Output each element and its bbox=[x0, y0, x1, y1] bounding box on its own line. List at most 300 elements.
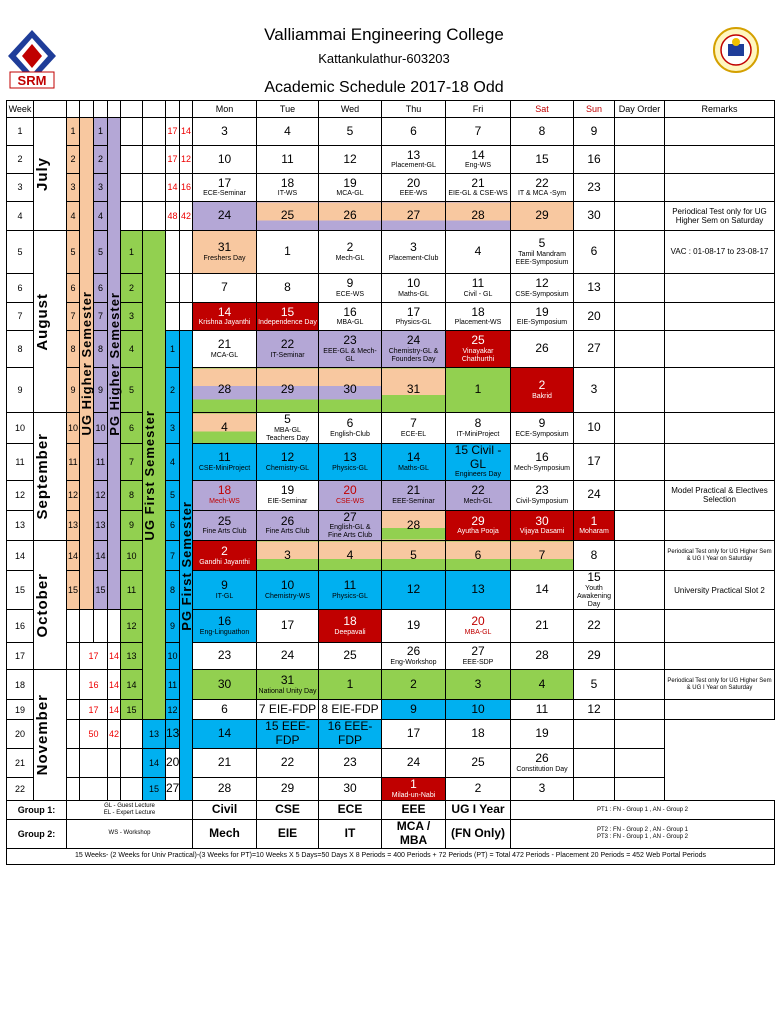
pg-first-week: 14 bbox=[143, 748, 166, 777]
day-cell: 1 Moharam bbox=[574, 510, 615, 541]
week-number: 20 bbox=[7, 720, 34, 749]
blank-cell bbox=[67, 720, 80, 749]
day-cell: 5 MBA-GL Teachers Day bbox=[257, 413, 319, 444]
ug-first-week: 9 bbox=[121, 510, 143, 541]
table-row bbox=[7, 231, 775, 274]
week-number: 7 bbox=[7, 303, 34, 331]
day-cell: 10 bbox=[193, 146, 257, 174]
remarks-cell bbox=[665, 118, 775, 146]
day-cell: 26 Fine Arts Club bbox=[257, 510, 319, 541]
day-cell: 7 ECE-EL bbox=[382, 413, 446, 444]
blank-cell bbox=[143, 118, 166, 146]
day-cell: 23 bbox=[193, 643, 257, 670]
day-cell: 22 IT & MCA -Sym bbox=[511, 174, 574, 202]
remarks-cell bbox=[665, 368, 775, 413]
day-order-cell bbox=[574, 748, 615, 777]
remarks-cell: VAC : 01-08-17 to 23-08-17 bbox=[665, 231, 775, 274]
day-cell: 15 bbox=[511, 146, 574, 174]
day-cell: 26 Constitution Day bbox=[511, 748, 574, 777]
week-number: 8 bbox=[7, 331, 34, 368]
day-cell: 24 Chemistry-GL & Founders Day bbox=[382, 331, 446, 368]
day-order-cell bbox=[615, 571, 665, 610]
group1-dept: ECE bbox=[319, 800, 382, 819]
pg-higher-week: 3 bbox=[94, 174, 108, 202]
day-cell: 3 bbox=[257, 541, 319, 571]
pt-legend: PT1 : FN - Group 1 , AN - Group 2 bbox=[511, 800, 775, 819]
day-cell: 19 bbox=[382, 610, 446, 643]
day-cell: 2 Bakrid bbox=[511, 368, 574, 413]
day-cell: 22 IT-Seminar bbox=[257, 331, 319, 368]
count-cell: 16 bbox=[180, 174, 193, 202]
month-label: November bbox=[34, 670, 67, 801]
day-cell: 13 Placement-GL bbox=[382, 146, 446, 174]
ug-higher-week: 5 bbox=[67, 231, 80, 274]
count-cell: 12 bbox=[180, 146, 193, 174]
blank-cell bbox=[121, 174, 143, 202]
ug-higher-week: 9 bbox=[67, 368, 80, 413]
group1-dept: UG I Year bbox=[446, 800, 511, 819]
day-cell: 31 National Unity Day bbox=[257, 670, 319, 700]
day-cell: 21 MCA-GL bbox=[193, 331, 257, 368]
table-row bbox=[7, 777, 775, 800]
day-cell: 14 Krishna Jayanthi bbox=[193, 303, 257, 331]
ug-higher-week: 8 bbox=[67, 331, 80, 368]
blank-cell bbox=[121, 748, 143, 777]
ug-first-week: 1 bbox=[121, 231, 143, 274]
blank-cell bbox=[67, 643, 80, 670]
day-cell: 2 bbox=[382, 670, 446, 700]
day-cell: 6 bbox=[574, 231, 615, 274]
day-cell: 29 Ayutha Pooja bbox=[446, 510, 511, 541]
college-location: Kattankulathur-603203 bbox=[318, 51, 450, 66]
week-number: 6 bbox=[7, 274, 34, 303]
week-number: 4 bbox=[7, 202, 34, 231]
day-cell: 3 Placement-Club bbox=[382, 231, 446, 274]
day-cell: 4 bbox=[193, 413, 257, 444]
day-cell: 19 bbox=[511, 720, 574, 749]
pg-higher-week: 14 bbox=[94, 541, 108, 571]
day-cell: 16 Eng-Linguathon bbox=[193, 610, 257, 643]
remarks-cell bbox=[665, 700, 775, 720]
day-order-cell bbox=[615, 174, 665, 202]
blank-cell bbox=[166, 303, 180, 331]
day-cell: 27 bbox=[166, 777, 180, 800]
table-row bbox=[7, 610, 775, 643]
pg-first-week: 3 bbox=[166, 413, 180, 444]
blank-cell bbox=[67, 748, 80, 777]
count-cell: 14 bbox=[180, 118, 193, 146]
day-cell: 16 Mech-Symposium bbox=[511, 443, 574, 480]
day-cell: 5 bbox=[574, 670, 615, 700]
day-cell: 20 MBA-GL bbox=[446, 610, 511, 643]
remarks-cell bbox=[665, 443, 775, 480]
ug-first-week: 15 bbox=[121, 700, 143, 720]
day-cell: 6 bbox=[446, 541, 511, 571]
day-cell: 11 Civil - GL bbox=[446, 274, 511, 303]
day-cell: 5 bbox=[319, 118, 382, 146]
blank-header bbox=[166, 101, 180, 118]
blank-cell bbox=[143, 146, 166, 174]
day-cell: 25 Vinayakar Chathurthi bbox=[446, 331, 511, 368]
table-row bbox=[7, 146, 775, 174]
day-cell: 30 bbox=[319, 777, 382, 800]
day-cell: 17 ECE-Seminar bbox=[193, 174, 257, 202]
count-cell: 42 bbox=[180, 202, 193, 231]
table-row bbox=[7, 571, 775, 610]
day-cell: 9 IT-GL bbox=[193, 571, 257, 610]
day-cell: 9 ECE-WS bbox=[319, 274, 382, 303]
month-label: July bbox=[34, 118, 67, 231]
pg-higher-week: 11 bbox=[94, 443, 108, 480]
day-cell: 4 bbox=[319, 541, 382, 571]
day-cell: 19 MCA-GL bbox=[319, 174, 382, 202]
week-number: 11 bbox=[7, 443, 34, 480]
footer-summary: 15 Weeks- (2 Weeks for Univ Practical)-(3 Weeks for PT)=10 Weeks X 5 Days=50 Days X 8 Periods = 400 Periods + 72 Periods (PT) = Total 472 Periods - Placement 20 Periods = 452 Web Portal Periods bbox=[7, 848, 775, 864]
day-cell: 2 bbox=[446, 777, 511, 800]
count-cell: 14 bbox=[166, 174, 180, 202]
blank-header bbox=[143, 101, 166, 118]
day-cell: 23 bbox=[319, 748, 382, 777]
day-cell: 7 bbox=[511, 541, 574, 571]
week-number: 14 bbox=[7, 541, 34, 571]
day-cell: 18 bbox=[446, 720, 511, 749]
remarks-cell bbox=[665, 413, 775, 444]
day-cell: 10 bbox=[446, 700, 511, 720]
ug-first-week: 10 bbox=[121, 541, 143, 571]
remarks-cell: Periodical Test only for UG Higher Sem & UG I Year on Saturday bbox=[665, 541, 775, 571]
day-cell: 7 EIE-FDP bbox=[257, 700, 319, 720]
day-order-cell bbox=[574, 720, 615, 749]
month-label: October bbox=[34, 541, 67, 670]
remarks-cell: Periodical Test only for UG Higher Sem & UG I Year on Saturday bbox=[665, 670, 775, 700]
blank-header bbox=[108, 101, 121, 118]
day-cell: 19 EIE-Symposium bbox=[511, 303, 574, 331]
week-number: 18 bbox=[7, 670, 34, 700]
remarks-cell bbox=[665, 274, 775, 303]
blank-header bbox=[121, 101, 143, 118]
day-cell: 9 bbox=[382, 700, 446, 720]
group2-dept: Mech bbox=[193, 819, 257, 848]
pg-first-week: 9 bbox=[166, 610, 180, 643]
day-cell: 25 bbox=[319, 643, 382, 670]
day-cell: 22 bbox=[257, 748, 319, 777]
day-cell: 7 bbox=[193, 274, 257, 303]
table-row bbox=[7, 118, 775, 146]
ug-higher-week: 13 bbox=[67, 510, 80, 541]
day-cell: 18 IT-WS bbox=[257, 174, 319, 202]
day-cell: 10 Chemistry-WS bbox=[257, 571, 319, 610]
ug-first-week: 8 bbox=[121, 480, 143, 510]
ug-higher-week: 10 bbox=[67, 413, 80, 444]
schedule-title: Academic Schedule 2017-18 Odd bbox=[264, 79, 504, 96]
day-cell: 9 bbox=[574, 118, 615, 146]
month-label: August bbox=[34, 231, 67, 413]
pg-higher-week: 5 bbox=[94, 231, 108, 274]
day-cell: 1 bbox=[257, 231, 319, 274]
count-cell bbox=[80, 748, 108, 777]
day-cell: 20 bbox=[166, 748, 180, 777]
day-cell: 18 Mech-WS bbox=[193, 480, 257, 510]
day-cell: 24 bbox=[257, 643, 319, 670]
day-order-cell bbox=[615, 643, 665, 670]
day-cell: 13 bbox=[166, 720, 180, 749]
day-cell: 24 bbox=[574, 480, 615, 510]
week-number: 1 bbox=[7, 118, 34, 146]
day-order-cell bbox=[615, 480, 665, 510]
ug-higher-week: 2 bbox=[67, 146, 80, 174]
pg-first-week: 15 bbox=[143, 777, 166, 800]
day-cell: 1 bbox=[319, 670, 382, 700]
pg-first-week: 4 bbox=[166, 443, 180, 480]
day-cell: 27 EEE-SDP bbox=[446, 643, 511, 670]
ug-first-week: 5 bbox=[121, 368, 143, 413]
ug-higher-week: 14 bbox=[67, 541, 80, 571]
count-cell: 17 bbox=[166, 146, 180, 174]
blank-cell bbox=[67, 610, 80, 643]
count-cell: 14 bbox=[108, 670, 121, 700]
day-cell: 26 bbox=[319, 202, 382, 231]
ug-higher-week: 6 bbox=[67, 274, 80, 303]
day-cell: 21 bbox=[193, 748, 257, 777]
day-cell: 17 bbox=[257, 610, 319, 643]
week-number: 10 bbox=[7, 413, 34, 444]
day-cell: 21 EIE-GL & CSE-WS bbox=[446, 174, 511, 202]
blank-header bbox=[180, 101, 193, 118]
day-cell: 16 MBA-GL bbox=[319, 303, 382, 331]
pg-first-week: 7 bbox=[166, 541, 180, 571]
pg-higher-week: 7 bbox=[94, 303, 108, 331]
blank-cell bbox=[121, 146, 143, 174]
day-cell: 15 Independence Day bbox=[257, 303, 319, 331]
day-cell: 19 EIE-Seminar bbox=[257, 480, 319, 510]
remarks-cell: University Practical Slot 2 bbox=[665, 571, 775, 610]
day-header: Sat bbox=[511, 101, 574, 118]
legend-cell: WS - Workshop bbox=[67, 819, 193, 848]
table-row bbox=[7, 443, 775, 480]
blank-cell bbox=[80, 610, 94, 643]
count-cell bbox=[108, 748, 121, 777]
day-cell: 27 bbox=[382, 202, 446, 231]
day-cell: 30 bbox=[319, 368, 382, 413]
day-header: Wed bbox=[319, 101, 382, 118]
day-cell: 9 ECE-Symposium bbox=[511, 413, 574, 444]
blank-cell bbox=[166, 231, 180, 274]
day-cell: 11 bbox=[511, 700, 574, 720]
day-cell: 10 bbox=[574, 413, 615, 444]
day-cell: 25 Fine Arts Club bbox=[193, 510, 257, 541]
day-order-cell bbox=[615, 303, 665, 331]
day-order-header: Day Order bbox=[615, 101, 665, 118]
pg-higher-week: 2 bbox=[94, 146, 108, 174]
group2-dept: IT bbox=[319, 819, 382, 848]
day-cell: 11 Physics-GL bbox=[319, 571, 382, 610]
day-cell: 21 EEE-Seminar bbox=[382, 480, 446, 510]
day-cell: 17 Physics-GL bbox=[382, 303, 446, 331]
remarks-cell bbox=[615, 720, 665, 749]
legend-cell: GL - Guest Lecture EL - Expert Lecture bbox=[67, 800, 193, 819]
blank-cell bbox=[180, 274, 193, 303]
table-row bbox=[7, 202, 775, 231]
pg-first-week: 6 bbox=[166, 510, 180, 541]
day-header: Thu bbox=[382, 101, 446, 118]
remarks-cell bbox=[665, 174, 775, 202]
day-cell: 18 Deepavali bbox=[319, 610, 382, 643]
pg-higher-week: 1 bbox=[94, 118, 108, 146]
group1-label: Group 1: bbox=[7, 800, 67, 819]
day-cell: 29 bbox=[574, 643, 615, 670]
ug-higher-week: 12 bbox=[67, 480, 80, 510]
day-header: Fri bbox=[446, 101, 511, 118]
ug-first-week: 6 bbox=[121, 413, 143, 444]
ug-higher-week: 11 bbox=[67, 443, 80, 480]
day-cell: 30 bbox=[574, 202, 615, 231]
day-cell: 26 Eng-Workshop bbox=[382, 643, 446, 670]
day-order-cell bbox=[615, 413, 665, 444]
day-cell: 30 Vijaya Dasami bbox=[511, 510, 574, 541]
ug-first-week: 2 bbox=[121, 274, 143, 303]
day-cell: 27 English-GL & Fine Arts Club bbox=[319, 510, 382, 541]
day-cell: 6 English-Club bbox=[319, 413, 382, 444]
pg-first-week: 5 bbox=[166, 480, 180, 510]
ug-higher-week: 7 bbox=[67, 303, 80, 331]
day-order-cell bbox=[615, 202, 665, 231]
day-cell: 12 CSE-Symposium bbox=[511, 274, 574, 303]
day-cell: 8 bbox=[511, 118, 574, 146]
week-number: 13 bbox=[7, 510, 34, 541]
remarks-cell bbox=[665, 643, 775, 670]
group2-label: Group 2: bbox=[7, 819, 67, 848]
day-cell: 5 Tamil Mandram EEE-Symposium bbox=[511, 231, 574, 274]
day-cell: 2 Gandhi Jayanthi bbox=[193, 541, 257, 571]
blank-header bbox=[34, 101, 67, 118]
table-row bbox=[7, 720, 775, 749]
day-cell: 20 bbox=[574, 303, 615, 331]
pg-higher-week: 10 bbox=[94, 413, 108, 444]
group1-dept: Civil bbox=[193, 800, 257, 819]
day-cell: 8 bbox=[574, 541, 615, 571]
blank-header bbox=[94, 101, 108, 118]
day-cell: 3 bbox=[193, 118, 257, 146]
week-number: 16 bbox=[7, 610, 34, 643]
blank-cell bbox=[67, 700, 80, 720]
count-cell bbox=[108, 777, 121, 800]
day-cell: 8 EIE-FDP bbox=[319, 700, 382, 720]
day-cell: 12 bbox=[574, 700, 615, 720]
day-order-cell bbox=[615, 118, 665, 146]
day-cell: 11 bbox=[257, 146, 319, 174]
day-cell: 20 CSE-WS bbox=[319, 480, 382, 510]
count-cell: 50 bbox=[80, 720, 108, 749]
day-cell: 4 bbox=[511, 670, 574, 700]
week-number: 12 bbox=[7, 480, 34, 510]
day-order-cell bbox=[615, 610, 665, 643]
ug-first-week: 12 bbox=[121, 610, 143, 643]
day-cell: 3 bbox=[574, 368, 615, 413]
count-cell: 16 bbox=[80, 670, 108, 700]
week-number: 15 bbox=[7, 571, 34, 610]
count-cell: 17 bbox=[80, 643, 108, 670]
ug-higher-week: 3 bbox=[67, 174, 80, 202]
day-cell: 13 bbox=[446, 571, 511, 610]
remarks-cell bbox=[665, 610, 775, 643]
pg-higher-week: 12 bbox=[94, 480, 108, 510]
count-cell: 48 bbox=[166, 202, 180, 231]
remarks-header: Remarks bbox=[665, 101, 775, 118]
schedule-table bbox=[6, 100, 775, 865]
ug-first-week: 14 bbox=[121, 670, 143, 700]
blank-cell bbox=[67, 670, 80, 700]
day-cell: 14 Maths-GL bbox=[382, 443, 446, 480]
week-number: 3 bbox=[7, 174, 34, 202]
blank-header bbox=[80, 101, 94, 118]
day-cell: 25 bbox=[257, 202, 319, 231]
day-order-cell bbox=[574, 777, 615, 800]
table-row bbox=[7, 480, 775, 510]
group1-dept: CSE bbox=[257, 800, 319, 819]
day-cell: 15 Youth Awakening Day bbox=[574, 571, 615, 610]
blank-cell bbox=[166, 274, 180, 303]
blank-cell bbox=[143, 202, 166, 231]
pg-higher-week: 13 bbox=[94, 510, 108, 541]
day-cell: 1 bbox=[446, 368, 511, 413]
count-cell: 17 bbox=[166, 118, 180, 146]
day-cell: 30 bbox=[193, 670, 257, 700]
day-header: Tue bbox=[257, 101, 319, 118]
day-cell: 12 bbox=[319, 146, 382, 174]
day-cell: 12 bbox=[382, 571, 446, 610]
day-cell: 29 bbox=[511, 202, 574, 231]
day-order-cell bbox=[615, 443, 665, 480]
remarks-cell bbox=[665, 303, 775, 331]
count-cell: 14 bbox=[108, 643, 121, 670]
day-order-cell bbox=[615, 274, 665, 303]
day-order-cell bbox=[615, 368, 665, 413]
pg-first-week: 1 bbox=[166, 331, 180, 368]
day-cell: 10 Maths-GL bbox=[382, 274, 446, 303]
day-cell: 20 EEE-WS bbox=[382, 174, 446, 202]
week-number: 9 bbox=[7, 368, 34, 413]
blank-cell bbox=[94, 610, 108, 643]
pg-first-week: 10 bbox=[166, 643, 180, 670]
day-cell: 21 bbox=[511, 610, 574, 643]
day-cell: 5 bbox=[382, 541, 446, 571]
week-number: 17 bbox=[7, 643, 34, 670]
table-row bbox=[7, 541, 775, 571]
week-number: 5 bbox=[7, 231, 34, 274]
week-number: 22 bbox=[7, 777, 34, 800]
day-order-cell bbox=[615, 231, 665, 274]
table-row bbox=[7, 510, 775, 541]
day-order-cell bbox=[615, 541, 665, 571]
ug-higher-week: 1 bbox=[67, 118, 80, 146]
group2-dept: EIE bbox=[257, 819, 319, 848]
day-cell: 22 Mech-GL bbox=[446, 480, 511, 510]
pg-higher-week: 6 bbox=[94, 274, 108, 303]
blank-cell bbox=[143, 174, 166, 202]
pg-first-week: 8 bbox=[166, 571, 180, 610]
pg-higher-week: 8 bbox=[94, 331, 108, 368]
day-order-cell bbox=[615, 700, 665, 720]
week-header: Week bbox=[7, 101, 34, 118]
day-cell: 1 Milad-un-Nabi bbox=[382, 777, 446, 800]
day-cell: 28 bbox=[193, 777, 257, 800]
day-cell: 8 bbox=[257, 274, 319, 303]
day-cell: 28 bbox=[511, 643, 574, 670]
day-cell: 16 EEE-FDP bbox=[319, 720, 382, 749]
day-cell: 18 Placement-WS bbox=[446, 303, 511, 331]
ug-first-week: 3 bbox=[121, 303, 143, 331]
college-seal bbox=[712, 24, 760, 76]
